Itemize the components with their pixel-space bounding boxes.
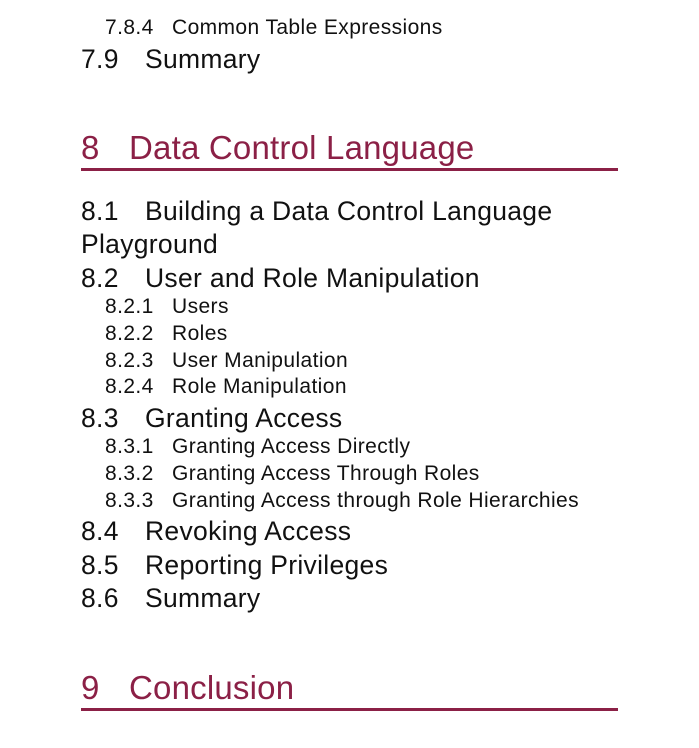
toc-entry-7-8-4[interactable] [105, 16, 443, 40]
chapter-rule [81, 708, 618, 711]
toc-entry-8-4[interactable] [81, 516, 351, 547]
toc-entry-8-5[interactable] [81, 550, 388, 581]
section-number: 8.2 [81, 263, 119, 293]
section-number: 7.9 [81, 44, 119, 74]
section-number: 8.4 [81, 516, 119, 546]
section-title: Revoking Access [145, 516, 352, 546]
section-title: Common Table Expressions [172, 16, 443, 39]
section-number: 8.6 [81, 583, 119, 613]
section-title: Granting Access Through Roles [172, 462, 480, 485]
section-title: Roles [172, 322, 228, 345]
section-title: Building a Data Control Language [145, 196, 553, 226]
toc-entry-8-2[interactable] [81, 263, 480, 294]
section-number: 8.5 [81, 550, 119, 580]
toc-entry-8-3-3[interactable] [105, 489, 579, 513]
section-number: 8.3.2 [105, 462, 154, 485]
toc-chapter-8[interactable] [81, 129, 474, 167]
chapter-number: 9 [81, 669, 100, 706]
section-title: Users [172, 295, 229, 318]
section-title: User Manipulation [172, 349, 349, 372]
section-number: 8.2.2 [105, 322, 154, 345]
section-title: Granting Access through Role Hierarchies [172, 489, 580, 512]
section-title: Granting Access Directly [172, 435, 411, 458]
toc-entry-8-2-3[interactable] [105, 349, 348, 373]
section-title: Summary [145, 583, 261, 613]
chapter-title: Conclusion [129, 669, 295, 706]
section-number: 8.2.1 [105, 295, 154, 318]
toc-chapter-9[interactable] [81, 669, 294, 707]
chapter-title: Data Control Language [129, 129, 475, 166]
toc-entry-8-2-4[interactable] [105, 375, 347, 399]
toc-entry-8-2-2[interactable] [105, 322, 228, 346]
section-number: 8.3 [81, 403, 119, 433]
toc-entry-8-1[interactable] [81, 196, 552, 227]
section-number: 8.1 [81, 196, 119, 226]
section-title: Role Manipulation [172, 375, 347, 398]
section-title: Granting Access [145, 403, 343, 433]
section-title: User and Role Manipulation [145, 263, 480, 293]
section-number: 8.2.4 [105, 375, 154, 398]
section-number: 8.2.3 [105, 349, 154, 372]
section-title: Reporting Privileges [145, 550, 389, 580]
toc-entry-8-3-2[interactable] [105, 462, 480, 486]
toc-entry-8-1-continued[interactable] [81, 229, 218, 260]
section-number: 8.3.3 [105, 489, 154, 512]
section-title-continued: Playground [81, 229, 219, 259]
chapter-number: 8 [81, 129, 100, 166]
section-title: Summary [145, 44, 261, 74]
section-number: 7.8.4 [105, 16, 154, 39]
toc-entry-7-9[interactable] [81, 44, 260, 75]
toc-entry-8-2-1[interactable] [105, 295, 229, 319]
chapter-rule [81, 168, 618, 171]
toc-entry-8-3[interactable] [81, 403, 342, 434]
section-number: 8.3.1 [105, 435, 154, 458]
toc-entry-8-3-1[interactable] [105, 435, 410, 459]
toc-entry-8-6[interactable] [81, 583, 260, 614]
